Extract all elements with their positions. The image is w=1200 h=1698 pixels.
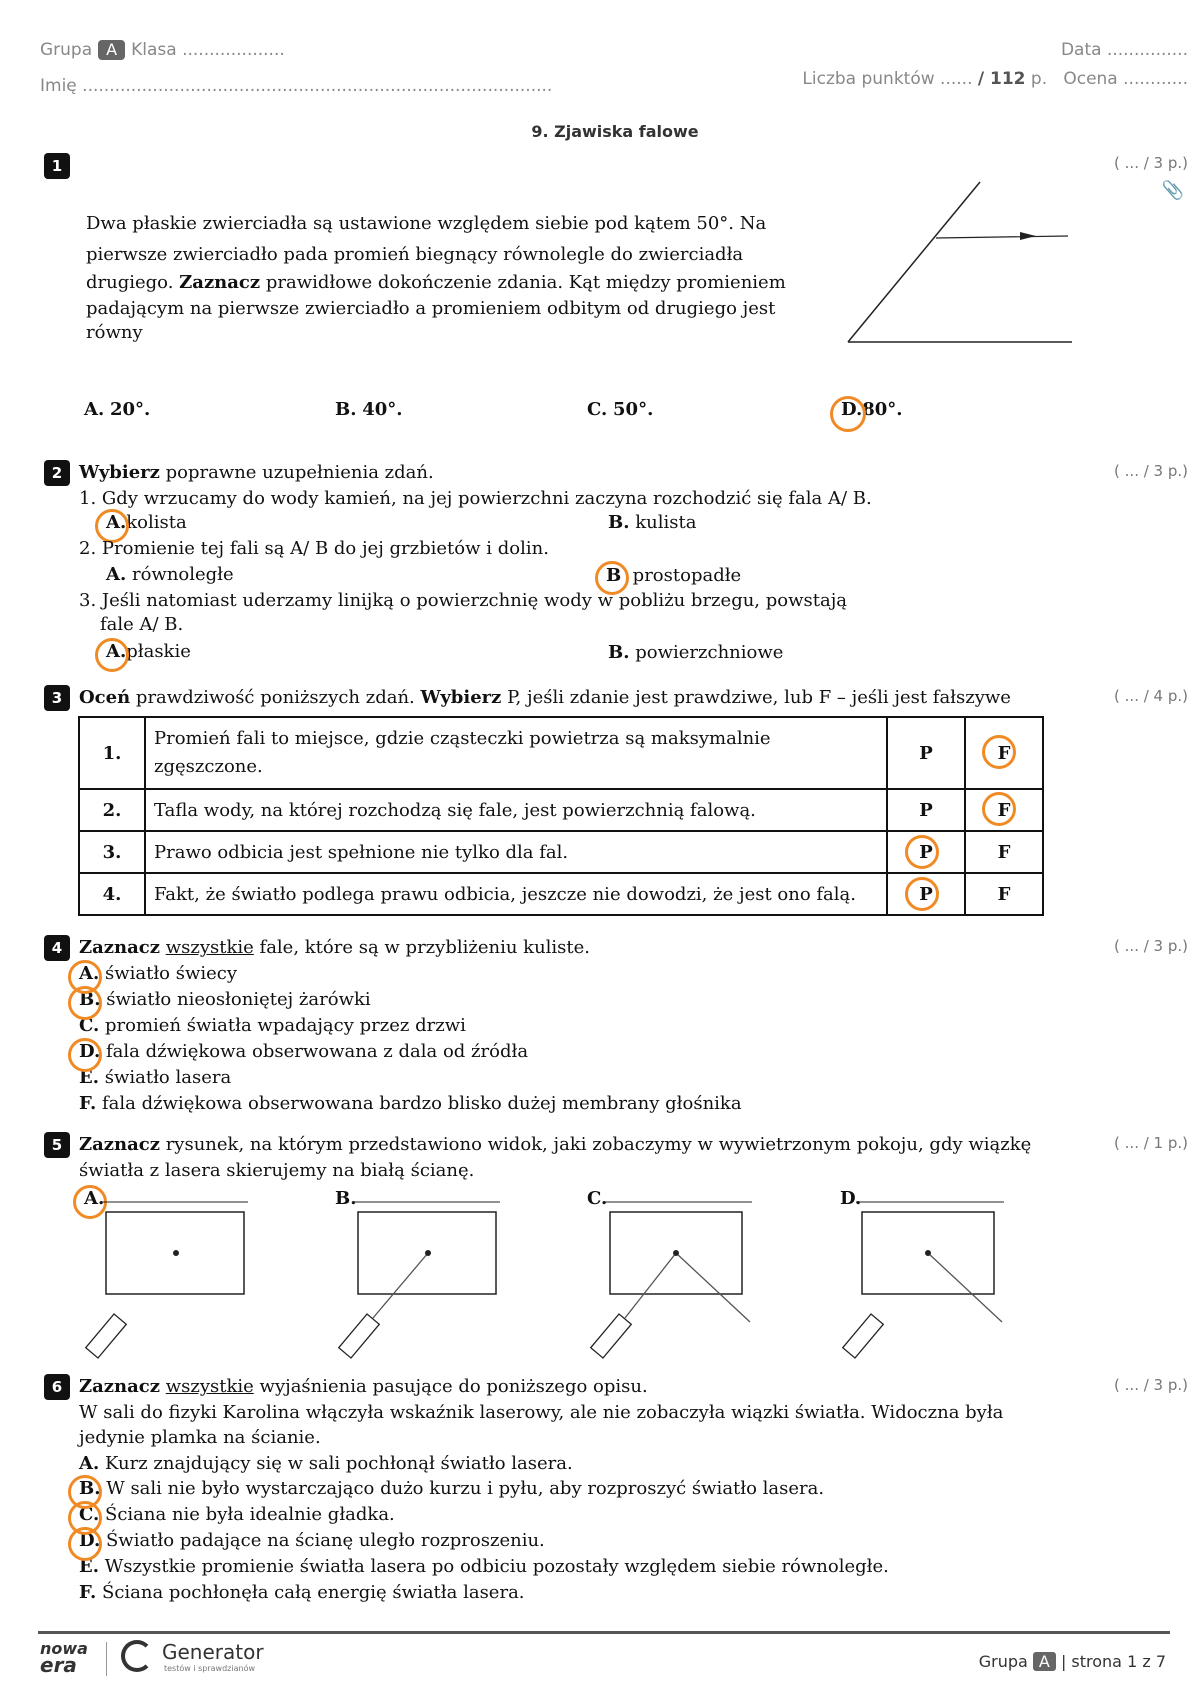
q2-sentence: 3. Jeśli natomiast uderzamy linijką o powierzchnię wody w pobliżu brzegu, powstają: [79, 590, 848, 611]
table-row: [79, 717, 1043, 789]
answer-circle: [68, 986, 102, 1020]
row-statement: Promień fali to miejsce, gdzie cząsteczki powietrza są maksymalnie zgęszczone.: [145, 717, 887, 789]
question-number: 4: [44, 935, 70, 961]
option-letter: A.: [79, 1453, 100, 1474]
q1-option-c[interactable]: [587, 397, 653, 423]
figure-label-c[interactable]: C.: [587, 1188, 608, 1209]
generator-logo: Generator: [162, 1640, 264, 1664]
reflected-beam: [676, 1253, 750, 1322]
q3-instruction: [79, 685, 1011, 711]
question-number: 3: [44, 685, 70, 711]
q2-instruction: [79, 460, 434, 486]
q5-keyword: Zaznacz: [79, 1134, 160, 1155]
q6-option[interactable]: [79, 1528, 545, 1554]
q2-sentence: fale A/ B.: [100, 614, 184, 635]
q4-keyword: Zaznacz: [79, 937, 160, 958]
points-box: ( ... / 4 p.): [1114, 687, 1188, 705]
option-text: prostopadłe: [632, 565, 742, 586]
option-text: fala dźwiękowa obserwowana bardzo blisko dużej membrany głośnika: [101, 1093, 742, 1114]
option-text: światło świecy: [104, 963, 238, 984]
choice-p[interactable]: P: [887, 831, 965, 873]
group-label: Grupa: [40, 40, 93, 60]
q1-text: prawidłowe dokończenie zdania. Kąt między promieniem: [265, 272, 786, 293]
option-letter: C.: [79, 1015, 100, 1036]
option-text: 50°.: [613, 399, 654, 420]
paperclip-icon: 📎: [1161, 180, 1184, 201]
question-number: 2: [44, 460, 70, 486]
generator-g-icon: [121, 1640, 153, 1672]
option-letter: A.: [106, 564, 127, 585]
date-label: Data: [1060, 40, 1102, 60]
class-label: Klasa: [131, 40, 177, 60]
option-text: Ściana pochłonęła całą energię światła lasera.: [101, 1582, 525, 1603]
answer-circle: [905, 877, 939, 911]
q6-underlined: wszystkie: [165, 1376, 254, 1397]
q2-option[interactable]: [608, 510, 696, 536]
option-letter: C.: [79, 1504, 100, 1525]
option-letter: D.: [841, 399, 863, 420]
option-letter: B.: [608, 512, 630, 533]
header-group: [40, 40, 285, 60]
option-letter: C.: [587, 399, 608, 420]
row-statement: Prawo odbicia jest spełnione nie tylko dla fal.: [145, 831, 887, 873]
page-number: | strona 1 z 7: [1060, 1652, 1166, 1671]
answer-circle: [95, 638, 129, 672]
laser-pointer: [843, 1314, 884, 1358]
answer-circle: [830, 396, 866, 432]
option-letter: E.: [79, 1067, 99, 1088]
reflected-beam: [928, 1253, 1002, 1322]
q6-option[interactable]: [79, 1502, 395, 1528]
option-text: 80°.: [862, 399, 903, 420]
q6-text: wyjaśnienia pasujące do poniższego opisu.: [259, 1376, 648, 1397]
row-number: 3.: [79, 831, 145, 873]
class-field[interactable]: ...................: [182, 40, 285, 60]
q1-keyword: Zaznacz: [179, 272, 261, 293]
option-text: równoległe: [131, 564, 234, 585]
row-number: 1.: [79, 717, 145, 789]
q1-text-line: [86, 270, 786, 296]
option-text: powierzchniowe: [635, 642, 784, 663]
choice-p[interactable]: P: [887, 717, 965, 789]
points-unit: p.: [1030, 69, 1048, 89]
q2-sentence: 1. Gdy wrzucamy do wody kamień, na jej powierzchni zaczyna rozchodzić się fala A/ B.: [79, 488, 872, 509]
incident-ray: [936, 236, 1068, 238]
footer-page-info: [979, 1652, 1166, 1671]
answer-circle: [905, 835, 939, 869]
table-row: [79, 789, 1043, 831]
q1-text-line: padającym na pierwsze zwierciadło a promieniem odbitym od drugiego jest: [86, 298, 776, 319]
mirrors-diagram: [840, 178, 1080, 348]
q6-keyword: Zaznacz: [79, 1376, 160, 1397]
points-label: Liczba punktów: [802, 69, 935, 89]
q6-option[interactable]: [79, 1476, 824, 1502]
table-row: [79, 831, 1043, 873]
figure-label-d[interactable]: D.: [840, 1188, 862, 1209]
option-letter: D.: [79, 1530, 101, 1551]
q6-option[interactable]: [79, 1554, 889, 1580]
q4-option[interactable]: [79, 1065, 231, 1091]
q4-option[interactable]: [79, 1039, 528, 1065]
answer-circle: [68, 1038, 102, 1072]
header-score: [802, 69, 1188, 89]
option-letter: B.: [335, 399, 357, 420]
figure-label-b[interactable]: B.: [335, 1188, 357, 1209]
q6-option[interactable]: [79, 1580, 525, 1606]
row-number: 4.: [79, 873, 145, 915]
choice-f[interactable]: F: [965, 789, 1043, 831]
name-label: Imię: [40, 76, 77, 96]
option-text: Ściana nie była idealnie gładka.: [105, 1504, 395, 1525]
header-name: [40, 76, 552, 96]
q2-option[interactable]: [106, 562, 234, 588]
option-letter: B.: [79, 1478, 101, 1499]
laser-figures: [70, 1200, 1070, 1370]
q4-instruction: [79, 935, 590, 961]
question-number: 1: [44, 153, 70, 179]
laser-beam: [373, 1253, 428, 1318]
q2-option[interactable]: [608, 640, 783, 666]
option-text: światło nieosłoniętej żarówki: [106, 989, 371, 1010]
q4-option[interactable]: [79, 1091, 742, 1117]
option-text: płaskie: [126, 641, 191, 662]
answer-circle: [982, 735, 1016, 769]
q4-option[interactable]: [79, 1013, 466, 1039]
q5-instruction: światła z lasera skierujemy na białą ścianę.: [79, 1160, 475, 1181]
option-letter: A.: [106, 512, 127, 533]
logo-text: nowa: [40, 1639, 88, 1658]
option-text: światło lasera: [104, 1067, 232, 1088]
option-letter: F.: [79, 1093, 97, 1114]
q5-instruction: [79, 1132, 1031, 1158]
figure-label-a[interactable]: A.: [84, 1188, 105, 1209]
question-number: 5: [44, 1132, 70, 1158]
q4-underlined: wszystkie: [165, 937, 254, 958]
q2-keyword: Wybierz: [79, 462, 160, 483]
option-letter: A.: [106, 641, 127, 662]
points-field[interactable]: ......: [940, 69, 973, 89]
option-text: kolista: [126, 512, 187, 533]
laser-pointer: [591, 1314, 632, 1358]
option-text: W sali nie było wystarczająco dużo kurzu i pyłu, aby rozproszyć światło lasera.: [106, 1478, 825, 1499]
row-number: 2.: [79, 789, 145, 831]
option-letter: E.: [79, 1556, 99, 1577]
laser-pointer: [86, 1314, 127, 1358]
name-field[interactable]: .......................................................................................: [82, 76, 553, 96]
q2-sentence: 2. Promienie tej fali są A/ B do jej grzbietów i dolin.: [79, 538, 549, 559]
footer-divider: [38, 1631, 1170, 1634]
nowa-era-logo: [40, 1639, 88, 1677]
header-date: [1061, 40, 1188, 60]
q1-text: drugiego.: [86, 272, 174, 293]
option-text: Kurz znajdujący się w sali pochłonął światło lasera.: [104, 1453, 573, 1474]
points-total: / 112: [977, 69, 1026, 89]
q3-text: prawdziwość poniższych zdań.: [135, 687, 415, 708]
grade-label: Ocena: [1063, 69, 1118, 89]
option-text: Światło padające na ścianę uległo rozproszeniu.: [105, 1530, 545, 1551]
q6-description: W sali do fizyki Karolina włączyła wskaźnik laserowy, ale nie zobaczyła wiązki światła. Widoczna była: [79, 1402, 1004, 1423]
laser-spot: [673, 1250, 679, 1256]
q3-keyword: Wybierz: [420, 687, 502, 708]
option-letter: B: [606, 565, 622, 586]
q4-text: fale, które są w przybliżeniu kuliste.: [259, 937, 591, 958]
true-false-table: [78, 716, 1044, 916]
option-letter: B.: [79, 989, 101, 1010]
laser-spot: [425, 1250, 431, 1256]
option-text: Wszystkie promienie światła lasera po odbiciu pozostały względem siebie równoległe.: [104, 1556, 889, 1577]
q2-text: poprawne uzupełnienia zdań.: [165, 462, 434, 483]
q1-text-line: równy: [86, 322, 143, 343]
option-letter: B.: [608, 642, 630, 663]
row-statement: Tafla wody, na której rozchodzą się fale, jest powierzchnią falową.: [145, 789, 887, 831]
ray-arrow: [1020, 232, 1036, 240]
date-field[interactable]: ...............: [1106, 40, 1188, 60]
q6-description: jedynie plamka na ścianie.: [79, 1427, 321, 1448]
q1-option-b[interactable]: [335, 397, 403, 423]
q6-instruction: [79, 1374, 648, 1400]
option-letter: A.: [84, 399, 105, 420]
page-title: 9. Zjawiska falowe: [531, 122, 699, 141]
q1-option-a[interactable]: [84, 397, 150, 423]
laser-spot: [173, 1250, 179, 1256]
points-box: ( ... / 3 p.): [1114, 462, 1188, 480]
table-row: [79, 873, 1043, 915]
option-text: 20°.: [109, 399, 151, 420]
footer-group-label: Grupa: [978, 1652, 1028, 1671]
points-box: ( ... / 3 p.): [1114, 937, 1188, 955]
q4-option[interactable]: [79, 987, 371, 1013]
q3-keyword: Oceń: [79, 687, 131, 708]
generator-tagline: testów i sprawdzianów: [164, 1664, 255, 1673]
laser-pointer: [339, 1314, 380, 1358]
option-text: fala dźwiękowa obserwowana z dala od źródła: [105, 1041, 529, 1062]
q4-option[interactable]: [79, 961, 237, 987]
option-letter: A.: [79, 963, 100, 984]
q6-option[interactable]: [79, 1451, 573, 1477]
choice-f[interactable]: F: [965, 831, 1043, 873]
points-box: ( ... / 1 p.): [1114, 1134, 1188, 1152]
logo-divider: [106, 1642, 107, 1676]
points-box: ( ... / 3 p.): [1114, 1376, 1188, 1394]
choice-f[interactable]: F: [965, 873, 1043, 915]
q5-text: rysunek, na którym przedstawiono widok, jaki zobaczymy w wywietrzonym pokoju, gdy wiązkę: [165, 1134, 1032, 1155]
question-number: 6: [44, 1374, 70, 1400]
choice-p[interactable]: P: [887, 789, 965, 831]
laser-beam: [625, 1253, 676, 1318]
option-letter: F.: [79, 1582, 97, 1603]
row-statement: Fakt, że światło podlega prawu odbicia, jeszcze nie dowodzi, że jest ono falą.: [145, 873, 887, 915]
answer-circle: [982, 792, 1016, 826]
choice-f[interactable]: F: [965, 717, 1043, 789]
mirror-first: [848, 182, 980, 342]
option-text: 40°.: [362, 399, 403, 420]
points-box: ( ... / 3 p.): [1114, 154, 1188, 172]
footer-group-badge: A: [1033, 1652, 1056, 1671]
group-badge: A: [98, 40, 125, 60]
q1-text-line: Dwa płaskie zwierciadła są ustawione względem siebie pod kątem 50°. Na: [86, 213, 767, 234]
option-letter: D.: [79, 1041, 101, 1062]
choice-p[interactable]: P: [887, 873, 965, 915]
option-text: kulista: [635, 512, 697, 533]
laser-spot: [925, 1250, 931, 1256]
q3-text: P, jeśli zdanie jest prawdziwe, lub F – jeśli jest fałszywe: [507, 687, 1011, 708]
q1-text-line: pierwsze zwierciadło pada promień biegnący równolegle do zwierciadła: [86, 244, 744, 265]
grade-field[interactable]: ............: [1123, 69, 1188, 89]
option-text: promień światła wpadający przez drzwi: [105, 1015, 466, 1036]
logo-text: era: [40, 1653, 77, 1677]
answer-circle: [68, 1527, 102, 1561]
